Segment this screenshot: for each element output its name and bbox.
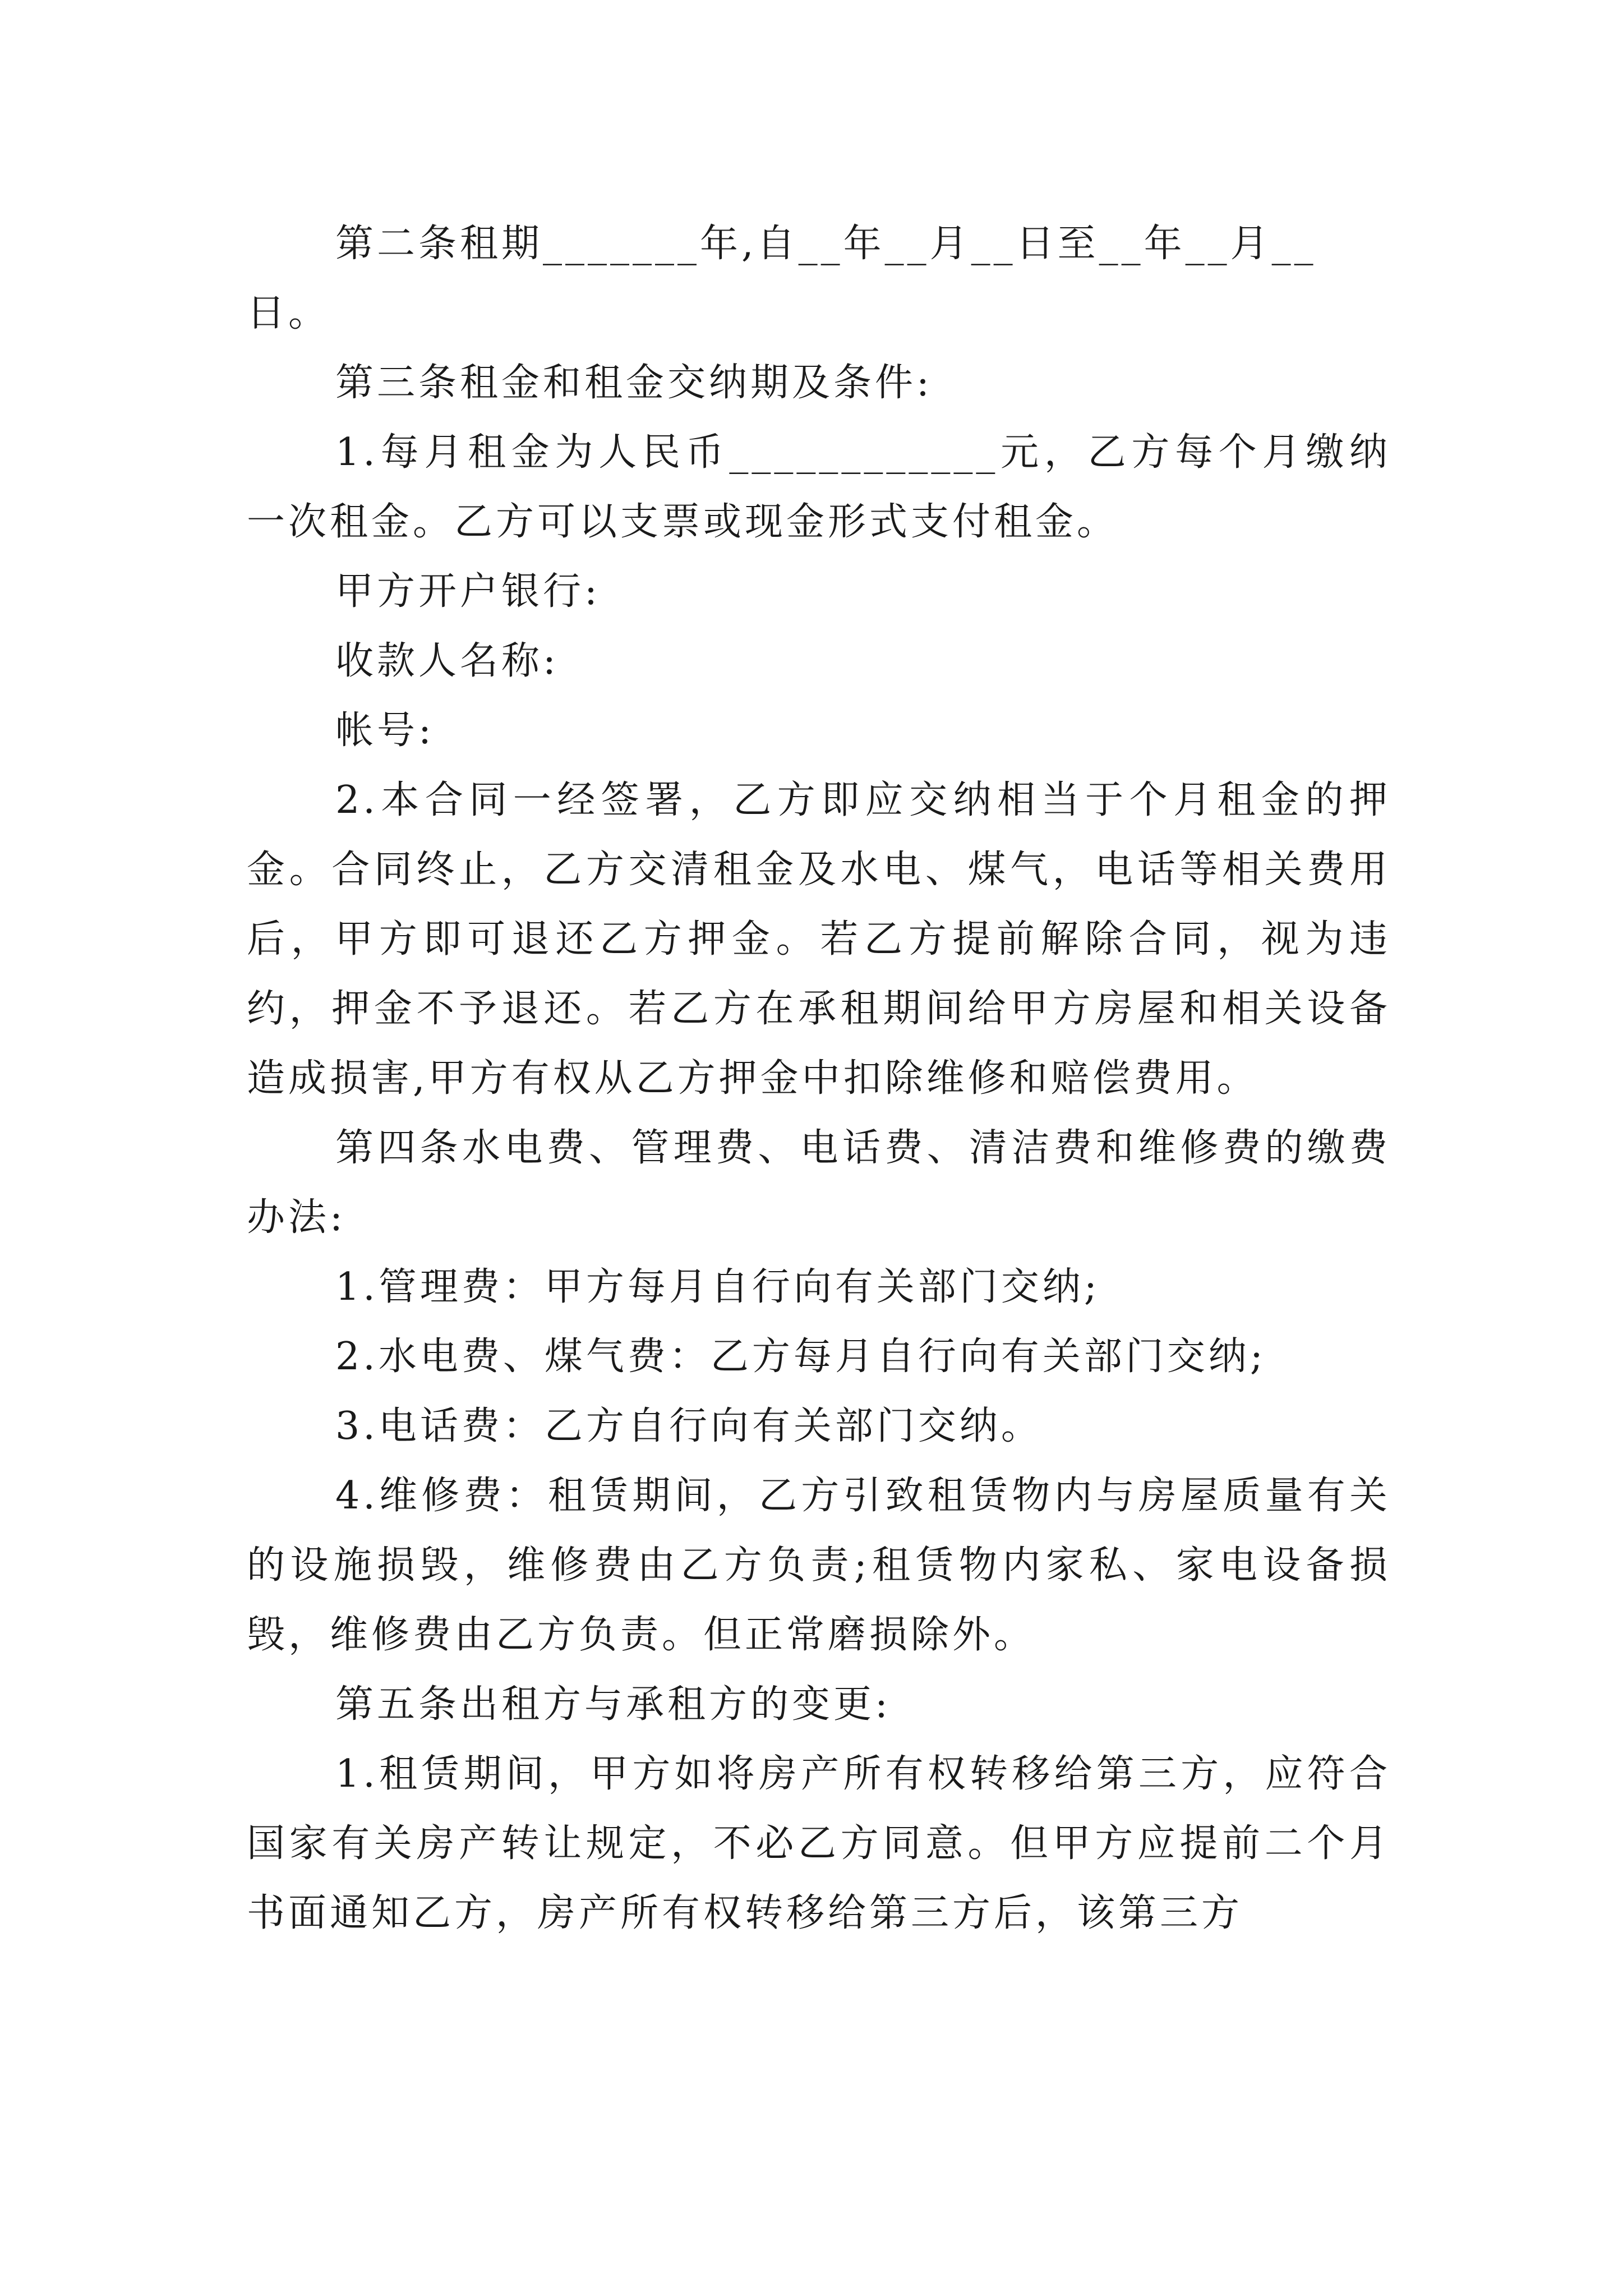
fee-utilities: 2.水电费、煤气费：乙方每月自行向有关部门交纳; [335, 1335, 1266, 1379]
bank-name-line: 甲方开户银行: [335, 569, 601, 614]
fee-management: 1.管理费：甲方每月自行向有关部门交纳; [335, 1265, 1100, 1309]
clause-fees-heading: 第四条水电费、管理费、电话费、清洁费和维修费的缴费办法: [247, 1126, 1391, 1240]
payee-name-line: 收款人名称: [335, 639, 559, 683]
account-number-line: 帐号: [335, 708, 435, 753]
clause-ownership-transfer: 1.租赁期间，甲方如将房产所有权转移给第三方，应符合国家有关房产转让规定，不必乙方同意。但甲方应提前二个月书面通知乙方，房产所有权转移给第三方后，该第三方 [247, 1752, 1391, 1935]
clause-monthly-rent: 1.每月租金为人民币____________元，乙方每个月缴纳一次租金。乙方可以支票或现金形式支付租金。 [247, 430, 1391, 544]
fee-maintenance: 4.维修费：租赁期间，乙方引致租赁物内与房屋质量有关的设施损毁，维修费由乙方负责;租赁物内家私、家电设备损毁，维修费由乙方负责。但正常磨损除外。 [247, 1474, 1391, 1657]
fee-telephone: 3.电话费：乙方自行向有关部门交纳。 [335, 1404, 1043, 1448]
contract-body [247, 209, 1391, 1948]
clause-deposit: 2.本合同一经签署，乙方即应交纳相当于个月租金的押金。合同终止，乙方交清租金及水电、煤气，电话等相关费用后，甲方即可退还乙方押金。若乙方提前解除合同，视为违约，押金不予退还。若乙方在承租期间给甲方房屋和相关设备造成损害,甲方有权从乙方押金中扣除维修和赔偿费用。 [247, 778, 1391, 1101]
clause-rent-heading: 第三条租金和租金交纳期及条件: [335, 361, 933, 405]
clause-party-change-heading: 第五条出租方与承租方的变更: [335, 1682, 891, 1727]
clause-lease-term: 第二条租期_______年,自__年__月__日至__年__月__日。 [247, 222, 1317, 335]
